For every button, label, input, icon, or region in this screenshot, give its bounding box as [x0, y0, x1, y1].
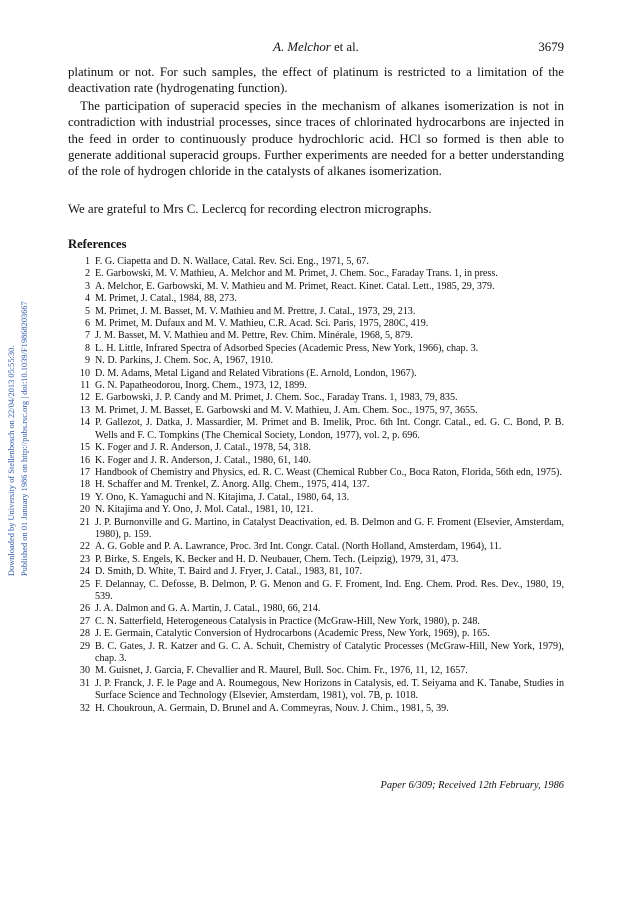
reference-text: Y. Ono, K. Yamaguchi and N. Kitajima, J. Catal., 1980, 64, 13. — [95, 491, 350, 503]
reference-number: 11 — [80, 380, 90, 392]
reference-text: N. Kitajima and Y. Ono, J. Mol. Catal., 1981, 10, 121. — [95, 504, 314, 516]
reference-number: 14 — [79, 417, 90, 429]
reference-item — [68, 467, 564, 479]
reference-text: H. Schaffer and M. Trenkel, Z. Anorg. Allg. Chem., 1975, 414, 137. — [95, 479, 370, 491]
reference-item — [68, 665, 564, 677]
reference-item — [68, 517, 564, 542]
reference-item — [68, 541, 564, 553]
publication-line: Published on 01 January 1986 on http://pubs.rsc.org | doi:10.1039/F19868203667 — [20, 301, 29, 576]
reference-text: H. Choukroun, A. Germain, D. Brunel and A. Commeyras, Nouv. J. Chim., 1981, 5, 39. — [95, 702, 449, 714]
reference-number: 16 — [79, 454, 90, 466]
reference-item — [68, 479, 564, 491]
reference-text: M. Primet, J. M. Basset, E. Garbowski and M. V. Mathieu, J. Am. Chem. Soc., 1975, 97, 3655. — [95, 404, 478, 416]
reference-number: 21 — [79, 516, 90, 528]
reference-item — [68, 554, 564, 566]
reference-text: P. Birke, S. Engels, K. Becker and H. D. Neubauer, Chem. Tech. (Leipzig), 1979, 31, 473. — [95, 553, 459, 565]
reference-number: 22 — [79, 541, 90, 553]
reference-item — [68, 504, 564, 516]
download-notice — [2, 186, 38, 576]
reference-text: P. Gallezot, J. Datka, J. Massardier, M. Primet and B. Imelik, Proc. 6th Int. Congr. Catal., ed. G. C. Bond, P. B. Wells and F. C. Tompkins (The Chemical Society, London, 1977), vol. 2, p. 696. — [95, 417, 564, 441]
reference-number: 13 — [79, 404, 90, 416]
reference-text: J. P. Burnonville and G. Martino, in Catalyst Deactivation, ed. B. Delmon and G. F. Froment (Elsevier, Amsterdam, 1980), p. 159. — [95, 516, 564, 540]
reference-number: 18 — [79, 479, 90, 491]
reference-item — [68, 293, 564, 305]
reference-text: E. Garbowski, J. P. Candy and M. Primet, J. Chem. Soc., Faraday Trans. 1, 1983, 79, 835. — [95, 392, 458, 404]
reference-item — [68, 355, 564, 367]
reference-text: Handbook of Chemistry and Physics, ed. R. C. Weast (Chemical Rubber Co., Boca Raton, Florida, 56th edn, 1975). — [95, 466, 562, 478]
reference-list — [68, 256, 564, 715]
reference-text: G. N. Papatheodorou, Inorg. Chem., 1973, 12, 1899. — [95, 380, 307, 392]
reference-text: A. Melchor, E. Garbowski, M. V. Mathieu and M. Primet, React. Kinet. Catal. Lett., 1985, 29, 379. — [95, 280, 495, 292]
reference-item — [68, 343, 564, 355]
reference-text: M. Primet, M. Dufaux and M. V. Mathieu, C.R. Acad. Sci. Paris, 1975, 280C, 419. — [95, 318, 429, 330]
reference-number: 24 — [79, 566, 90, 578]
reference-text: C. N. Satterfield, Heterogeneous Catalysis in Practice (McGraw-Hill, New York, 1980), p. 248. — [95, 615, 480, 627]
reference-number: 30 — [79, 665, 90, 677]
reference-number: 32 — [79, 702, 90, 714]
reference-item — [68, 256, 564, 268]
reference-text: N. D. Parkins, J. Chem. Soc. A, 1967, 1910. — [95, 355, 274, 367]
reference-item — [68, 628, 564, 640]
reference-text: J. P. Franck, J. F. le Page and A. Roumegous, New Horizons in Catalysis, ed. T. Seiyama and K. Tanabe, Studies in Surface Science and Technology (Elsevier, Amsterdam, 1981), vol. 7B, p. 1018. — [95, 677, 564, 702]
reference-text: D. Smith, D. White, T. Baird and J. Fryer, J. Catal., 1983, 81, 107. — [95, 566, 363, 578]
reference-text: K. Foger and J. R. Anderson, J. Catal., 1980, 61, 140. — [95, 454, 311, 466]
reference-number: 1 — [84, 256, 90, 267]
reference-item — [68, 417, 564, 442]
reference-item — [68, 380, 564, 392]
reference-item — [68, 306, 564, 318]
reference-item — [68, 566, 564, 578]
reference-number: 12 — [79, 392, 90, 404]
page-number: 3679 — [538, 40, 564, 54]
reference-number: 10 — [79, 367, 90, 379]
paper-receipt-note: Paper 6/309; Received 12th February, 1986 — [380, 780, 564, 791]
reference-number: 4 — [84, 293, 90, 305]
running-title-etal: et al. — [330, 40, 359, 54]
reference-item — [68, 616, 564, 628]
reference-number: 6 — [84, 318, 90, 330]
reference-text: L. H. Little, Infrared Spectra of Adsorbed Species (Academic Press, New York, 1966), chap. 3. — [95, 342, 479, 354]
reference-number: 3 — [84, 280, 90, 292]
reference-number: 9 — [84, 355, 90, 367]
reference-text: A. G. Goble and P. A. Lawrance, Proc. 3rd Int. Congr. Catal. (North Holland, Amsterdam, 1964), 11. — [95, 541, 502, 553]
reference-item — [68, 641, 564, 666]
reference-number: 25 — [79, 578, 90, 590]
reference-item — [68, 455, 564, 467]
reference-text: M. Guisnet, J. Garcia, F. Chevallier and R. Maurel, Bull. Soc. Chim. Fr., 1976, 11, 12, 1657. — [95, 665, 468, 677]
reference-item — [68, 442, 564, 454]
reference-number: 17 — [79, 466, 90, 478]
reference-item — [68, 318, 564, 330]
download-line: Downloaded by University of Stellenbosch on 22/04/2013 05:55:30. — [7, 345, 16, 576]
running-title — [68, 40, 564, 55]
body-paragraph: The participation of superacid species in the mechanism of alkanes isomerization is not in contradiction with industrial processes, since traces of chlorinated hydrocarbons are injected in the feed in order to continuously produce hydrochloric acid. HCl so formed is then able to generate additional superacid groups. Further experiments are needed for a better understanding of the role of hydrogen chloride in the catalysts of alkanes isomerization. — [68, 99, 564, 179]
reference-text: M. Primet, J. Catal., 1984, 88, 273. — [95, 293, 237, 305]
reference-number: 8 — [84, 342, 90, 354]
reference-item — [68, 268, 564, 280]
reference-text: D. M. Adams, Metal Ligand and Related Vibrations (E. Arnold, London, 1967). — [95, 367, 417, 379]
reference-item — [68, 368, 564, 380]
running-title-author: A. Melchor — [273, 40, 331, 54]
reference-item — [68, 392, 564, 404]
reference-number: 23 — [79, 553, 90, 565]
reference-text: K. Foger and J. R. Anderson, J. Catal., 1978, 54, 318. — [95, 442, 311, 454]
acknowledgement: We are grateful to Mrs C. Leclercq for recording electron micrographs. — [68, 202, 432, 216]
reference-number: 31 — [79, 677, 90, 689]
body-paragraph: platinum or not. For such samples, the effect of platinum is restricted to a limitation of the deactivation rate (hydrogenating function). — [68, 65, 564, 96]
reference-number: 7 — [84, 330, 90, 342]
reference-item — [68, 405, 564, 417]
reference-text: J. A. Dalmon and G. A. Martin, J. Catal., 1980, 66, 214. — [95, 603, 321, 615]
reference-item — [68, 678, 564, 703]
reference-text: E. Garbowski, M. V. Mathieu, A. Melchor and M. Primet, J. Chem. Soc., Faraday Trans. 1, in press. — [95, 268, 498, 280]
reference-text: J. M. Basset, M. V. Mathieu and M. Pettre, Rev. Chim. Minérale, 1968, 5, 879. — [95, 330, 413, 342]
reference-text: J. E. Germain, Catalytic Conversion of Hydrocarbons (Academic Press, New York, 1969), p. 165. — [95, 628, 490, 640]
reference-number: 27 — [79, 615, 90, 627]
reference-text: M. Primet, J. M. Basset, M. V. Mathieu and M. Prettre, J. Catal., 1973, 29, 213. — [95, 305, 416, 317]
reference-item — [68, 281, 564, 293]
reference-item — [68, 603, 564, 615]
reference-text: B. C. Gates, J. R. Katzer and G. C. A. Schuit, Chemistry of Catalytic Processes (McGraw-Hill, New York, 1979), chap. 3. — [95, 640, 564, 664]
reference-item — [68, 703, 564, 715]
references-heading: References — [68, 237, 127, 251]
reference-number: 15 — [79, 442, 90, 454]
reference-number: 28 — [79, 628, 90, 640]
reference-item — [68, 492, 564, 504]
reference-number: 20 — [79, 504, 90, 516]
reference-number: 2 — [84, 268, 90, 280]
reference-text: F. Delannay, C. Defosse, B. Delmon, P. G. Menon and G. F. Froment, Ind. Eng. Chem. Prod. Res. Dev., 1980, 19, 539. — [95, 578, 564, 602]
reference-number: 5 — [84, 305, 90, 317]
reference-item — [68, 579, 564, 604]
reference-number: 19 — [79, 491, 90, 503]
reference-number: 29 — [79, 640, 90, 652]
reference-text: F. G. Ciapetta and D. N. Wallace, Catal. Rev. Sci. Eng., 1971, 5, 67. — [95, 256, 369, 267]
reference-item — [68, 330, 564, 342]
reference-number: 26 — [79, 603, 90, 615]
running-header — [68, 40, 564, 56]
